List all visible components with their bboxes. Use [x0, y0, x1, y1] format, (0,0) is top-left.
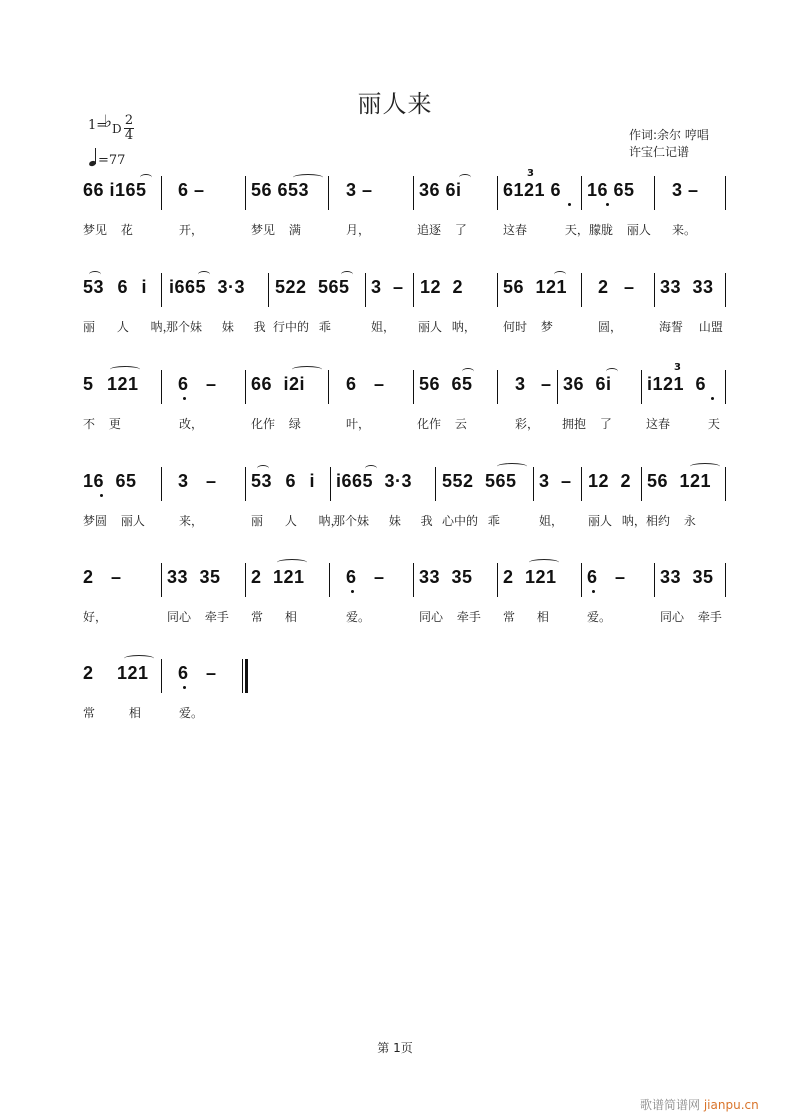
lyrics: 不 更: [83, 417, 121, 431]
bar-line: [161, 563, 162, 597]
lyrics: 化作 云: [417, 417, 467, 431]
measure-notes: 53 6 i: [251, 471, 316, 491]
measure-notes: 56 653: [251, 180, 310, 200]
measure-notes: 33 33: [660, 277, 714, 297]
bar-line: [328, 176, 329, 210]
measure-notes: 3 –: [539, 471, 572, 491]
lyrics: 爱。: [587, 610, 612, 624]
measure-notes: i665 3·3: [336, 471, 413, 491]
lyrics: 化作 绿: [251, 417, 301, 431]
watermark-text: 歌谱简谱网: [640, 1098, 701, 1112]
bar-line: [533, 467, 534, 501]
watermark-url: jianpu.cn: [703, 1098, 759, 1112]
score-system-5: [0, 563, 790, 643]
lyrics: 姐，: [539, 514, 564, 528]
bar-line: [245, 370, 246, 404]
low-octave-dot: [351, 590, 354, 593]
measure-notes: 33 35: [167, 567, 221, 587]
bar-line: [725, 563, 726, 597]
lyrics: 丽 人 呐，: [83, 320, 175, 334]
measure-notes: 2 –: [83, 567, 122, 587]
bar-line: [641, 370, 642, 404]
measure-notes: 53 6 i: [83, 277, 148, 297]
measure-notes: 6 –: [178, 374, 217, 394]
bar-line: [245, 467, 246, 501]
bar-line: [725, 273, 726, 307]
low-octave-dot: [568, 203, 571, 206]
measure-notes: 6 –: [178, 663, 217, 683]
bar-line: [161, 659, 162, 693]
bar-line: [641, 467, 642, 501]
lyrics: 同心 牵手: [660, 610, 722, 624]
measure-notes: 6 –: [346, 374, 385, 394]
measure-notes: 66 i2i: [251, 374, 306, 394]
measure-notes: 33 35: [660, 567, 714, 587]
measure-notes: 2 121: [83, 663, 149, 683]
measure-notes: 6 –: [346, 567, 385, 587]
measure-notes: 3 –: [672, 180, 699, 200]
lyrics: 同心 牵手: [167, 610, 229, 624]
lyrics: 心中的 乖: [442, 514, 500, 528]
key-note: D: [112, 122, 122, 136]
time-bottom: 4: [124, 128, 134, 143]
lyrics: 叶，: [346, 417, 371, 431]
slur: [606, 368, 618, 375]
slur: [140, 174, 152, 181]
lyrics: 姐，: [371, 320, 396, 334]
measure-notes: 16 65: [83, 471, 137, 491]
slur: [690, 463, 720, 470]
measure-notes: i665 3·3: [169, 277, 246, 297]
lyrics: 同心 牵手: [419, 610, 481, 624]
slur: [89, 271, 101, 278]
credits-transcriber: 许宝仁记谱: [629, 145, 690, 159]
score-system-1: [0, 168, 790, 256]
bar-line: [581, 176, 582, 210]
bar-line: [725, 176, 726, 210]
measure-notes: 36 6i: [563, 374, 612, 394]
measure-notes: 3 –: [178, 471, 217, 491]
lyrics: 相约 永: [646, 514, 696, 528]
triplet-mark: 3: [527, 168, 534, 179]
bar-line: [413, 370, 414, 404]
slur: [554, 271, 566, 278]
bar-line: [497, 370, 498, 404]
score-system-6: [0, 659, 790, 739]
measure-notes: 5 121: [83, 374, 139, 394]
bar-line: [497, 176, 498, 210]
lyrics: 这春 天，: [503, 223, 589, 237]
low-octave-dot: [183, 397, 186, 400]
watermark: [640, 1096, 759, 1113]
low-octave-dot: [711, 397, 714, 400]
score-system-3: [0, 362, 790, 450]
low-octave-dot: [100, 494, 103, 497]
lyrics: 海誓 山盟: [659, 320, 723, 334]
final-bar-line-thick: [245, 659, 248, 693]
bar-line: [497, 273, 498, 307]
low-octave-dot: [606, 203, 609, 206]
lyrics: 梦见 花: [83, 223, 133, 237]
credits-lyricist: 作词:余尔 哼唱: [629, 128, 709, 142]
bar-line: [413, 176, 414, 210]
lyrics: 丽人 呐，: [418, 320, 476, 334]
key-signature: [88, 112, 134, 143]
measure-notes: 522 565: [275, 277, 350, 297]
lyrics: 好，: [83, 610, 108, 624]
lyrics: 开，: [179, 223, 204, 237]
measure-notes: 2 –: [598, 277, 635, 297]
slur: [459, 174, 471, 181]
bar-line: [245, 176, 246, 210]
bar-line: [497, 563, 498, 597]
bar-line: [245, 563, 246, 597]
bar-line: [725, 467, 726, 501]
lyrics: 何时 梦: [503, 320, 553, 334]
slur: [462, 368, 474, 375]
page-number: 第 1页: [377, 1041, 413, 1055]
bar-line: [725, 370, 726, 404]
slur: [497, 463, 527, 470]
measure-notes: 2 121: [251, 567, 305, 587]
low-octave-dot: [592, 590, 595, 593]
slur: [365, 465, 377, 472]
measure-notes: i121 6: [647, 374, 707, 394]
bar-line: [581, 467, 582, 501]
lyrics: 那个妹 妹 我: [166, 320, 266, 334]
lyrics: 来。: [672, 223, 697, 237]
credits: [629, 127, 709, 161]
low-octave-dot: [183, 686, 186, 689]
lyrics: 追逐 了: [417, 223, 467, 237]
bar-line: [654, 563, 655, 597]
slur: [293, 174, 323, 181]
lyrics: 梦见 满: [251, 223, 301, 237]
slur: [110, 366, 140, 373]
measure-notes: 6 –: [178, 180, 205, 200]
bar-line: [161, 467, 162, 501]
time-signature: [124, 114, 134, 143]
slur: [124, 655, 154, 662]
lyrics: 拥抱 了: [562, 417, 612, 431]
bar-line: [161, 273, 162, 307]
lyrics: 朦胧 丽人: [589, 223, 651, 237]
slur: [341, 271, 353, 278]
bar-line: [268, 273, 269, 307]
bar-line: [161, 176, 162, 210]
lyrics: 彩，: [515, 417, 540, 431]
measure-notes: 16 65: [587, 180, 635, 200]
bar-line: [365, 273, 366, 307]
score-system-4: [0, 467, 790, 547]
bar-line: [413, 273, 414, 307]
lyrics: 月，: [346, 223, 371, 237]
bar-line: [557, 370, 558, 404]
measure-notes: 12 2: [420, 277, 464, 297]
lyrics: 丽人 呐，: [588, 514, 646, 528]
measure-notes: 3 –: [346, 180, 373, 200]
bar-line: [329, 563, 330, 597]
bar-line: [435, 467, 436, 501]
lyrics: 常 相: [251, 610, 297, 624]
measure-notes: 3 –: [371, 277, 404, 297]
slur: [292, 366, 322, 373]
flat-icon: ♭: [104, 112, 113, 132]
final-bar-line-thin: [242, 659, 243, 693]
measure-notes: 2 121: [503, 567, 557, 587]
bar-line: [413, 563, 414, 597]
measure-notes: 36 6i: [419, 180, 462, 200]
bar-line: [581, 563, 582, 597]
bar-line: [161, 370, 162, 404]
quarter-note-icon: [88, 148, 98, 168]
measure-notes: 6121 6: [503, 180, 562, 200]
score-system-2: [0, 273, 790, 353]
slur: [198, 271, 210, 278]
measure-notes: 56 121: [647, 471, 712, 491]
tempo-marking: [88, 148, 125, 168]
bar-line: [654, 176, 655, 210]
bar-line: [581, 273, 582, 307]
slur: [277, 559, 307, 566]
lyrics: 圆，: [598, 320, 623, 334]
lyrics: 这春 天: [646, 417, 720, 431]
lyrics: 丽 人 呐，: [251, 514, 343, 528]
measure-notes: 56 65: [419, 374, 473, 394]
bar-line: [654, 273, 655, 307]
lyrics: 行中的 乖: [273, 320, 331, 334]
measure-notes: 33 35: [419, 567, 473, 587]
lyrics: 常 相: [83, 706, 141, 720]
bar-line: [328, 370, 329, 404]
measure-notes: 56 121: [503, 277, 568, 297]
measure-notes: 6 –: [587, 567, 626, 587]
lyrics: 改，: [179, 417, 204, 431]
song-title: 丽人来: [357, 90, 433, 118]
measure-notes: 552 565: [442, 471, 517, 491]
lyrics: 梦圆 丽人: [83, 514, 145, 528]
lyrics: 那个妹 妹 我: [333, 514, 433, 528]
tempo-value: =77: [98, 153, 126, 168]
measure-notes: 3 –: [515, 374, 552, 394]
slur: [529, 559, 559, 566]
lyrics: 爱。: [179, 706, 204, 720]
lyrics: 常 相: [503, 610, 549, 624]
lyrics: 爱。: [346, 610, 371, 624]
key-prefix: 1=: [88, 118, 108, 133]
bar-line: [330, 467, 331, 501]
slur: [257, 465, 269, 472]
lyrics: 来，: [179, 514, 204, 528]
time-top: 2: [124, 113, 134, 128]
triplet-mark: 3: [674, 362, 681, 373]
measure-notes: 66 i165: [83, 180, 147, 200]
measure-notes: 12 2: [588, 471, 632, 491]
